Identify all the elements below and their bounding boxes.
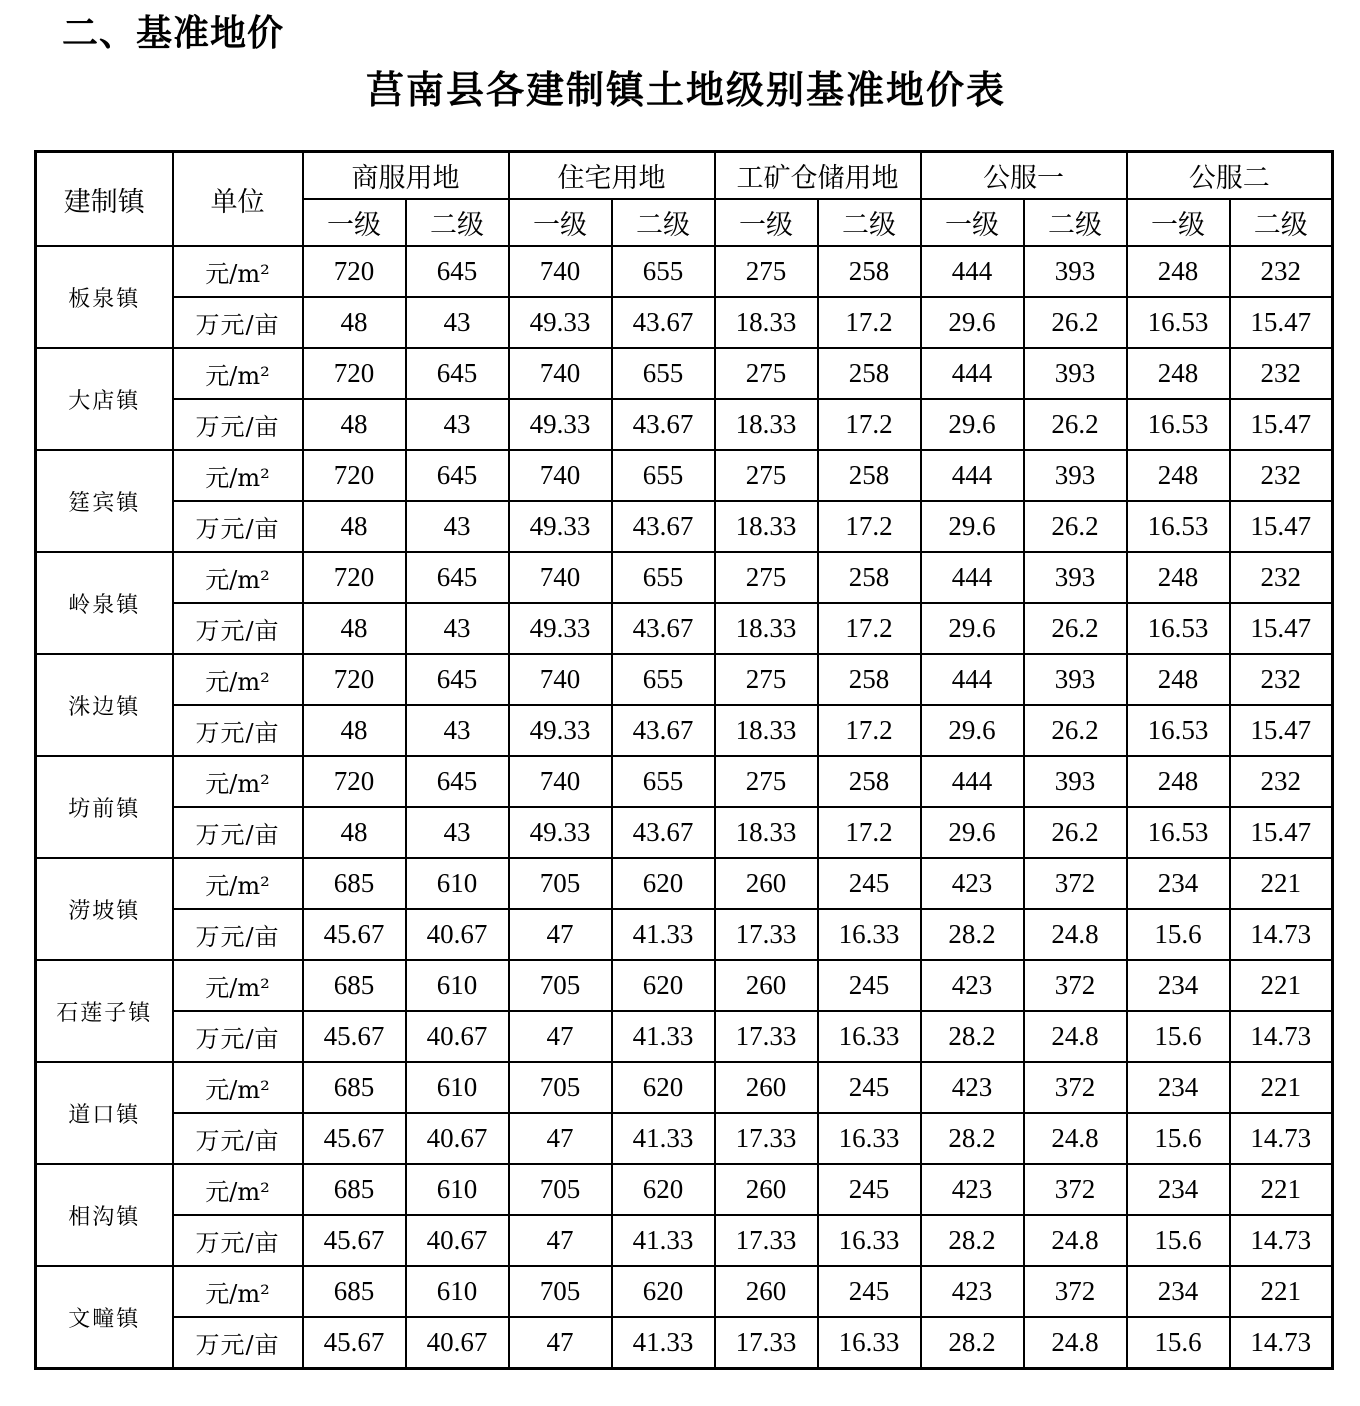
- price-value-cell: 29.6: [921, 399, 1024, 450]
- town-name-cell: 坊前镇: [36, 756, 173, 858]
- price-value-cell: 372: [1024, 858, 1127, 909]
- town-name-cell: 大店镇: [36, 348, 173, 450]
- price-value-cell: 444: [921, 348, 1024, 399]
- unit-cell: 万元/亩: [173, 399, 303, 450]
- price-value-cell: 15.47: [1230, 705, 1333, 756]
- price-value-cell: 234: [1127, 960, 1230, 1011]
- unit-cell: 元/m²: [173, 654, 303, 705]
- price-value-cell: 29.6: [921, 297, 1024, 348]
- town-name-cell: 石莲子镇: [36, 960, 173, 1062]
- price-value-cell: 275: [715, 756, 818, 807]
- unit-cell: 元/m²: [173, 552, 303, 603]
- price-value-cell: 18.33: [715, 705, 818, 756]
- price-value-cell: 49.33: [509, 399, 612, 450]
- unit-cell: 元/m²: [173, 246, 303, 297]
- price-value-cell: 221: [1230, 960, 1333, 1011]
- price-value-cell: 248: [1127, 756, 1230, 807]
- price-value-cell: 48: [303, 501, 406, 552]
- price-value-cell: 645: [406, 654, 509, 705]
- header-level: 二级: [612, 199, 715, 246]
- price-value-cell: 260: [715, 1266, 818, 1317]
- price-value-cell: 15.47: [1230, 807, 1333, 858]
- table-row: [36, 246, 1333, 297]
- unit-cell: 元/m²: [173, 450, 303, 501]
- price-value-cell: 28.2: [921, 1215, 1024, 1266]
- price-value-cell: 685: [303, 960, 406, 1011]
- table-row: [36, 705, 1333, 756]
- price-value-cell: 720: [303, 654, 406, 705]
- header-level: 一级: [715, 199, 818, 246]
- price-value-cell: 705: [509, 1266, 612, 1317]
- price-value-cell: 720: [303, 552, 406, 603]
- price-value-cell: 14.73: [1230, 1215, 1333, 1266]
- price-value-cell: 393: [1024, 348, 1127, 399]
- price-value-cell: 43.67: [612, 705, 715, 756]
- price-value-cell: 17.2: [818, 705, 921, 756]
- price-value-cell: 29.6: [921, 705, 1024, 756]
- price-value-cell: 444: [921, 654, 1024, 705]
- price-value-cell: 740: [509, 348, 612, 399]
- price-value-cell: 28.2: [921, 909, 1024, 960]
- price-value-cell: 610: [406, 1266, 509, 1317]
- table-row: [36, 858, 1333, 909]
- price-value-cell: 232: [1230, 552, 1333, 603]
- price-value-cell: 17.33: [715, 909, 818, 960]
- price-value-cell: 48: [303, 807, 406, 858]
- price-value-cell: 17.33: [715, 1011, 818, 1062]
- price-value-cell: 28.2: [921, 1113, 1024, 1164]
- price-value-cell: 17.2: [818, 399, 921, 450]
- price-value-cell: 47: [509, 909, 612, 960]
- table-row: [36, 1011, 1333, 1062]
- price-value-cell: 258: [818, 552, 921, 603]
- price-value-cell: 258: [818, 246, 921, 297]
- town-name-cell: 岭泉镇: [36, 552, 173, 654]
- unit-cell: 万元/亩: [173, 1113, 303, 1164]
- price-value-cell: 47: [509, 1317, 612, 1369]
- price-value-cell: 234: [1127, 858, 1230, 909]
- table-row: [36, 348, 1333, 399]
- price-value-cell: 17.2: [818, 501, 921, 552]
- price-value-cell: 41.33: [612, 1215, 715, 1266]
- price-value-cell: 645: [406, 756, 509, 807]
- town-name-cell: 板泉镇: [36, 246, 173, 348]
- price-value-cell: 17.2: [818, 807, 921, 858]
- unit-cell: 元/m²: [173, 1062, 303, 1113]
- header-group-industrial: 工矿仓储用地: [715, 152, 921, 200]
- price-value-cell: 15.47: [1230, 603, 1333, 654]
- price-value-cell: 18.33: [715, 501, 818, 552]
- price-value-cell: 610: [406, 1062, 509, 1113]
- price-value-cell: 245: [818, 1164, 921, 1215]
- price-value-cell: 705: [509, 1062, 612, 1113]
- price-value-cell: 248: [1127, 552, 1230, 603]
- price-value-cell: 16.53: [1127, 807, 1230, 858]
- unit-cell: 万元/亩: [173, 603, 303, 654]
- header-level: 二级: [406, 199, 509, 246]
- price-value-cell: 14.73: [1230, 909, 1333, 960]
- price-value-cell: 45.67: [303, 1215, 406, 1266]
- price-value-cell: 16.33: [818, 1317, 921, 1369]
- price-value-cell: 248: [1127, 654, 1230, 705]
- price-value-cell: 221: [1230, 1062, 1333, 1113]
- table-row: [36, 1062, 1333, 1113]
- price-value-cell: 43: [406, 399, 509, 450]
- unit-cell: 元/m²: [173, 348, 303, 399]
- price-value-cell: 47: [509, 1113, 612, 1164]
- price-value-cell: 26.2: [1024, 603, 1127, 654]
- town-name-cell: 相沟镇: [36, 1164, 173, 1266]
- price-value-cell: 43: [406, 705, 509, 756]
- price-value-cell: 423: [921, 1266, 1024, 1317]
- table-row: [36, 756, 1333, 807]
- town-name-cell: 文疃镇: [36, 1266, 173, 1369]
- town-name-cell: 道口镇: [36, 1062, 173, 1164]
- price-value-cell: 685: [303, 1062, 406, 1113]
- price-value-cell: 393: [1024, 552, 1127, 603]
- table-row: [36, 1266, 1333, 1317]
- price-value-cell: 49.33: [509, 297, 612, 348]
- price-value-cell: 685: [303, 1164, 406, 1215]
- price-value-cell: 49.33: [509, 807, 612, 858]
- price-value-cell: 43.67: [612, 501, 715, 552]
- price-value-cell: 221: [1230, 858, 1333, 909]
- table-row: [36, 807, 1333, 858]
- table-row: [36, 1113, 1333, 1164]
- price-value-cell: 685: [303, 858, 406, 909]
- price-value-cell: 43: [406, 297, 509, 348]
- price-value-cell: 45.67: [303, 1317, 406, 1369]
- price-value-cell: 40.67: [406, 909, 509, 960]
- unit-cell: 万元/亩: [173, 1317, 303, 1369]
- price-value-cell: 17.2: [818, 297, 921, 348]
- price-value-cell: 258: [818, 654, 921, 705]
- unit-cell: 元/m²: [173, 1266, 303, 1317]
- price-value-cell: 43.67: [612, 399, 715, 450]
- price-value-cell: 16.53: [1127, 603, 1230, 654]
- price-value-cell: 645: [406, 552, 509, 603]
- header-level: 一级: [1127, 199, 1230, 246]
- price-value-cell: 40.67: [406, 1113, 509, 1164]
- price-value-cell: 24.8: [1024, 909, 1127, 960]
- price-value-cell: 423: [921, 1062, 1024, 1113]
- price-value-cell: 17.2: [818, 603, 921, 654]
- price-value-cell: 26.2: [1024, 501, 1127, 552]
- price-value-cell: 45.67: [303, 1011, 406, 1062]
- table-row: [36, 960, 1333, 1011]
- price-value-cell: 372: [1024, 1164, 1127, 1215]
- table-row: [36, 399, 1333, 450]
- price-value-cell: 43: [406, 603, 509, 654]
- price-value-cell: 221: [1230, 1266, 1333, 1317]
- price-value-cell: 16.53: [1127, 297, 1230, 348]
- price-value-cell: 16.33: [818, 1215, 921, 1266]
- price-value-cell: 705: [509, 960, 612, 1011]
- price-value-cell: 15.6: [1127, 909, 1230, 960]
- price-value-cell: 655: [612, 756, 715, 807]
- price-value-cell: 393: [1024, 654, 1127, 705]
- table-row: [36, 1164, 1333, 1215]
- header-row-groups: [36, 152, 1333, 200]
- price-value-cell: 610: [406, 960, 509, 1011]
- price-value-cell: 41.33: [612, 1011, 715, 1062]
- price-value-cell: 248: [1127, 348, 1230, 399]
- price-value-cell: 41.33: [612, 1113, 715, 1164]
- price-value-cell: 444: [921, 552, 1024, 603]
- price-value-cell: 40.67: [406, 1215, 509, 1266]
- price-value-cell: 720: [303, 756, 406, 807]
- price-value-cell: 14.73: [1230, 1011, 1333, 1062]
- price-value-cell: 232: [1230, 654, 1333, 705]
- price-value-cell: 685: [303, 1266, 406, 1317]
- price-value-cell: 29.6: [921, 807, 1024, 858]
- price-value-cell: 24.8: [1024, 1317, 1127, 1369]
- price-value-cell: 720: [303, 348, 406, 399]
- price-value-cell: 372: [1024, 1266, 1127, 1317]
- table-row: [36, 1215, 1333, 1266]
- price-value-cell: 610: [406, 858, 509, 909]
- price-value-cell: 620: [612, 1062, 715, 1113]
- price-value-cell: 14.73: [1230, 1113, 1333, 1164]
- price-value-cell: 24.8: [1024, 1215, 1127, 1266]
- price-value-cell: 234: [1127, 1164, 1230, 1215]
- header-level: 一级: [921, 199, 1024, 246]
- price-value-cell: 24.8: [1024, 1113, 1127, 1164]
- table-row: [36, 909, 1333, 960]
- price-value-cell: 16.53: [1127, 705, 1230, 756]
- header-group-residential: 住宅用地: [509, 152, 715, 200]
- price-value-cell: 234: [1127, 1266, 1230, 1317]
- unit-cell: 万元/亩: [173, 705, 303, 756]
- price-value-cell: 49.33: [509, 705, 612, 756]
- town-name-cell: 涝坡镇: [36, 858, 173, 960]
- price-value-cell: 49.33: [509, 603, 612, 654]
- price-value-cell: 40.67: [406, 1317, 509, 1369]
- header-group-public-1: 公服一: [921, 152, 1127, 200]
- price-value-cell: 26.2: [1024, 807, 1127, 858]
- table-row: [36, 1317, 1333, 1369]
- price-value-cell: 423: [921, 1164, 1024, 1215]
- price-value-cell: 45.67: [303, 909, 406, 960]
- price-value-cell: 47: [509, 1011, 612, 1062]
- unit-cell: 万元/亩: [173, 909, 303, 960]
- price-value-cell: 655: [612, 552, 715, 603]
- table-row: [36, 552, 1333, 603]
- price-value-cell: 645: [406, 450, 509, 501]
- unit-cell: 万元/亩: [173, 1011, 303, 1062]
- unit-cell: 元/m²: [173, 858, 303, 909]
- price-value-cell: 15.6: [1127, 1317, 1230, 1369]
- price-value-cell: 393: [1024, 246, 1127, 297]
- table-title: 莒南县各建制镇土地级别基准地价表: [365, 68, 1006, 112]
- section-heading: 二、基准地价: [62, 13, 285, 54]
- price-value-cell: 40.67: [406, 1011, 509, 1062]
- price-value-cell: 444: [921, 450, 1024, 501]
- price-value-cell: 720: [303, 450, 406, 501]
- header-level: 二级: [1230, 199, 1333, 246]
- price-value-cell: 232: [1230, 756, 1333, 807]
- price-value-cell: 234: [1127, 1062, 1230, 1113]
- price-value-cell: 45.67: [303, 1113, 406, 1164]
- price-value-cell: 43.67: [612, 603, 715, 654]
- price-value-cell: 260: [715, 960, 818, 1011]
- price-value-cell: 655: [612, 246, 715, 297]
- price-value-cell: 260: [715, 1062, 818, 1113]
- price-value-cell: 620: [612, 1164, 715, 1215]
- price-value-cell: 444: [921, 756, 1024, 807]
- price-value-cell: 444: [921, 246, 1024, 297]
- table-row: [36, 450, 1333, 501]
- price-value-cell: 26.2: [1024, 297, 1127, 348]
- price-value-cell: 48: [303, 399, 406, 450]
- price-value-cell: 16.53: [1127, 501, 1230, 552]
- header-unit: 单位: [173, 152, 303, 247]
- price-value-cell: 232: [1230, 348, 1333, 399]
- price-value-cell: 15.47: [1230, 399, 1333, 450]
- unit-cell: 万元/亩: [173, 807, 303, 858]
- price-value-cell: 29.6: [921, 603, 1024, 654]
- price-value-cell: 16.33: [818, 1113, 921, 1164]
- price-value-cell: 17.33: [715, 1215, 818, 1266]
- unit-cell: 万元/亩: [173, 1215, 303, 1266]
- price-value-cell: 29.6: [921, 501, 1024, 552]
- price-value-cell: 16.33: [818, 909, 921, 960]
- price-value-cell: 43: [406, 807, 509, 858]
- table-row: [36, 297, 1333, 348]
- price-value-cell: 245: [818, 1062, 921, 1113]
- price-value-cell: 26.2: [1024, 399, 1127, 450]
- price-value-cell: 275: [715, 654, 818, 705]
- unit-cell: 元/m²: [173, 1164, 303, 1215]
- price-value-cell: 645: [406, 246, 509, 297]
- price-value-cell: 48: [303, 603, 406, 654]
- header-group-commercial: 商服用地: [303, 152, 509, 200]
- price-value-cell: 275: [715, 246, 818, 297]
- price-value-cell: 620: [612, 960, 715, 1011]
- price-value-cell: 610: [406, 1164, 509, 1215]
- price-value-cell: 260: [715, 858, 818, 909]
- header-level: 一级: [509, 199, 612, 246]
- price-value-cell: 655: [612, 450, 715, 501]
- price-value-cell: 43.67: [612, 297, 715, 348]
- price-value-cell: 740: [509, 756, 612, 807]
- price-value-cell: 232: [1230, 450, 1333, 501]
- price-value-cell: 620: [612, 858, 715, 909]
- price-value-cell: 423: [921, 858, 1024, 909]
- price-value-cell: 655: [612, 348, 715, 399]
- price-value-cell: 720: [303, 246, 406, 297]
- price-value-cell: 43.67: [612, 807, 715, 858]
- price-value-cell: 232: [1230, 246, 1333, 297]
- price-value-cell: 258: [818, 450, 921, 501]
- table-row: [36, 501, 1333, 552]
- price-value-cell: 620: [612, 1266, 715, 1317]
- price-value-cell: 14.73: [1230, 1317, 1333, 1369]
- unit-cell: 元/m²: [173, 960, 303, 1011]
- price-value-cell: 248: [1127, 450, 1230, 501]
- price-value-cell: 245: [818, 858, 921, 909]
- price-value-cell: 41.33: [612, 909, 715, 960]
- price-value-cell: 423: [921, 960, 1024, 1011]
- price-value-cell: 393: [1024, 450, 1127, 501]
- header-town: 建制镇: [36, 152, 173, 247]
- price-value-cell: 248: [1127, 246, 1230, 297]
- price-value-cell: 15.47: [1230, 297, 1333, 348]
- price-value-cell: 372: [1024, 960, 1127, 1011]
- price-value-cell: 48: [303, 705, 406, 756]
- price-value-cell: 275: [715, 450, 818, 501]
- price-value-cell: 17.33: [715, 1113, 818, 1164]
- price-value-cell: 15.6: [1127, 1011, 1230, 1062]
- price-value-cell: 275: [715, 552, 818, 603]
- price-value-cell: 15.47: [1230, 501, 1333, 552]
- price-value-cell: 15.6: [1127, 1113, 1230, 1164]
- price-value-cell: 17.33: [715, 1317, 818, 1369]
- price-value-cell: 740: [509, 654, 612, 705]
- price-value-cell: 26.2: [1024, 705, 1127, 756]
- price-value-cell: 48: [303, 297, 406, 348]
- price-value-cell: 655: [612, 654, 715, 705]
- price-value-cell: 43: [406, 501, 509, 552]
- price-value-cell: 47: [509, 1215, 612, 1266]
- price-value-cell: 258: [818, 756, 921, 807]
- price-value-cell: 16.53: [1127, 399, 1230, 450]
- price-value-cell: 18.33: [715, 399, 818, 450]
- table-row: [36, 603, 1333, 654]
- header-level: 二级: [1024, 199, 1127, 246]
- price-value-cell: 18.33: [715, 297, 818, 348]
- unit-cell: 元/m²: [173, 756, 303, 807]
- price-value-cell: 705: [509, 858, 612, 909]
- price-value-cell: 28.2: [921, 1317, 1024, 1369]
- header-level: 一级: [303, 199, 406, 246]
- header-level: 二级: [818, 199, 921, 246]
- table-body: [36, 246, 1333, 1369]
- price-value-cell: 41.33: [612, 1317, 715, 1369]
- price-value-cell: 18.33: [715, 807, 818, 858]
- price-value-cell: 221: [1230, 1164, 1333, 1215]
- price-value-cell: 372: [1024, 1062, 1127, 1113]
- town-name-cell: 洙边镇: [36, 654, 173, 756]
- price-value-cell: 705: [509, 1164, 612, 1215]
- price-value-cell: 393: [1024, 756, 1127, 807]
- price-value-cell: 740: [509, 246, 612, 297]
- price-value-cell: 16.33: [818, 1011, 921, 1062]
- price-value-cell: 260: [715, 1164, 818, 1215]
- price-value-cell: 28.2: [921, 1011, 1024, 1062]
- price-value-cell: 245: [818, 1266, 921, 1317]
- town-name-cell: 筳宾镇: [36, 450, 173, 552]
- price-value-cell: 740: [509, 552, 612, 603]
- price-value-cell: 18.33: [715, 603, 818, 654]
- table-row: [36, 654, 1333, 705]
- header-group-public-2: 公服二: [1127, 152, 1333, 200]
- land-price-table: [34, 150, 1334, 1370]
- unit-cell: 万元/亩: [173, 297, 303, 348]
- unit-cell: 万元/亩: [173, 501, 303, 552]
- price-value-cell: 645: [406, 348, 509, 399]
- price-value-cell: 740: [509, 450, 612, 501]
- price-value-cell: 275: [715, 348, 818, 399]
- price-value-cell: 15.6: [1127, 1215, 1230, 1266]
- price-value-cell: 245: [818, 960, 921, 1011]
- price-value-cell: 24.8: [1024, 1011, 1127, 1062]
- price-value-cell: 49.33: [509, 501, 612, 552]
- price-value-cell: 258: [818, 348, 921, 399]
